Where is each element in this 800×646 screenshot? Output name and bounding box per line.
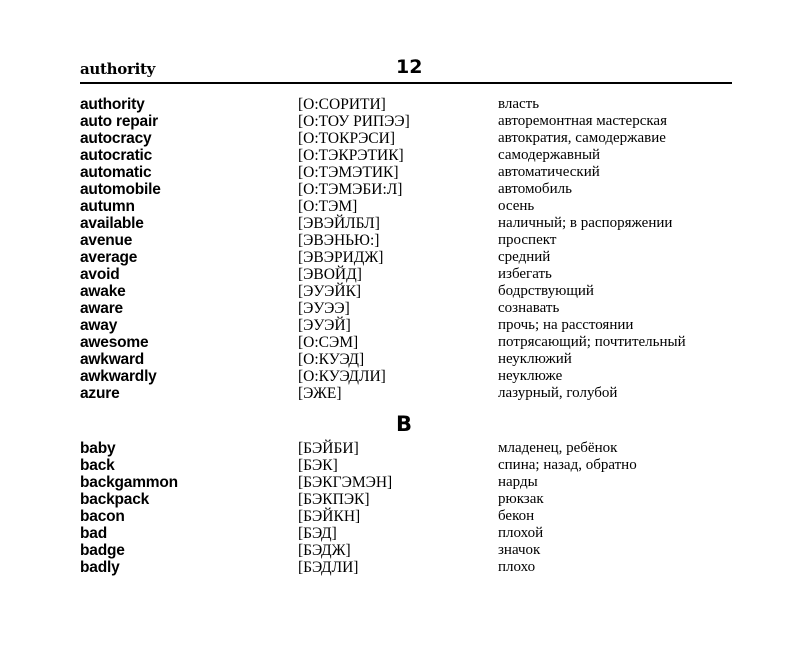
entry-translation: неуклюжий (498, 351, 572, 367)
dictionary-entry (80, 525, 740, 542)
entry-pronunciation: [ЭУЭЙ] (298, 317, 351, 334)
entry-word: azure (80, 385, 120, 402)
entry-pronunciation: [БЭЙКН] (298, 508, 361, 525)
entry-word: bad (80, 525, 107, 542)
entry-pronunciation: [ЭВЭРИДЖ] (298, 249, 384, 266)
entry-word: backgammon (80, 474, 178, 491)
entry-word: awesome (80, 334, 149, 351)
entry-translation: нарды (498, 474, 538, 490)
entry-word: awkward (80, 351, 145, 368)
entry-pronunciation: [O:ТЭКРЭТИК] (298, 147, 404, 164)
entry-translation: самодержавный (498, 147, 601, 163)
dictionary-entry (80, 232, 740, 249)
entry-word: auto repair (80, 113, 158, 130)
dictionary-entry (80, 542, 740, 559)
entry-translation: бодрствующий (498, 283, 594, 299)
entry-word: away (80, 317, 118, 334)
entry-translation: сознавать (498, 300, 560, 316)
page-header (80, 58, 732, 82)
dictionary-entry (80, 334, 740, 351)
letter-heading-b: B (396, 412, 413, 436)
entry-translation: значок (498, 542, 541, 558)
entry-pronunciation: [ЭВОЙД] (298, 266, 362, 283)
entry-word: autocracy (80, 130, 152, 147)
entry-translation: избегать (498, 266, 552, 282)
entry-word: bacon (80, 508, 125, 525)
entry-word: badly (80, 559, 120, 576)
header-guide-word: authority (80, 60, 156, 78)
entry-word: avenue (80, 232, 133, 249)
entry-word: baby (80, 440, 116, 457)
entry-translation: авторемонтная мастерская (498, 113, 667, 129)
entry-pronunciation: [O:СЭМ] (298, 334, 359, 351)
entry-word: authority (80, 96, 145, 113)
entry-translation: младенец, ребёнок (498, 440, 618, 456)
entry-translation: власть (498, 96, 540, 112)
entry-pronunciation: [O:ТОКРЭСИ] (298, 130, 396, 147)
entry-pronunciation: [O:ТЭМЭБИ:Л] (298, 181, 403, 198)
entry-word: avoid (80, 266, 120, 283)
entry-translation: проспект (498, 232, 557, 248)
entry-pronunciation: [ЭВЭНЬЮ:] (298, 232, 380, 249)
entry-pronunciation: [БЭДЖ] (298, 542, 351, 559)
entry-pronunciation: [ЭУЭЙК] (298, 283, 362, 300)
entry-pronunciation: [БЭКГЭМЭН] (298, 474, 393, 491)
entry-word: awake (80, 283, 126, 300)
dictionary-entry (80, 491, 740, 508)
dictionary-entry (80, 266, 740, 283)
dictionary-entry (80, 474, 740, 491)
entries-section-b (80, 440, 740, 576)
dictionary-entry (80, 300, 740, 317)
entry-pronunciation: [БЭКПЭК] (298, 491, 370, 508)
header-rule (80, 82, 732, 84)
entry-word: automatic (80, 164, 152, 181)
entry-pronunciation: [O:ТОУ РИПЭЭ] (298, 113, 410, 130)
entry-pronunciation: [ЭВЭЙЛБЛ] (298, 215, 380, 232)
entry-translation: лазурный, голубой (498, 385, 618, 401)
entry-translation: неуклюже (498, 368, 563, 384)
dictionary-entry (80, 508, 740, 525)
entry-translation: потрясающий; почтительный (498, 334, 686, 350)
dictionary-entry (80, 368, 740, 385)
entry-word: autocratic (80, 147, 153, 164)
entry-pronunciation: [O:КУЭДЛИ] (298, 368, 386, 385)
dictionary-entry (80, 215, 740, 232)
dictionary-entry (80, 283, 740, 300)
entry-translation: бекон (498, 508, 535, 524)
entry-translation: плохой (498, 525, 544, 541)
entry-translation: автократия, самодержавие (498, 130, 666, 146)
entry-word: aware (80, 300, 123, 317)
dictionary-entry (80, 317, 740, 334)
entry-pronunciation: [БЭДЛИ] (298, 559, 359, 576)
entry-pronunciation: [ЭУЭЭ] (298, 300, 350, 317)
dictionary-entry (80, 198, 740, 215)
entry-translation: рюкзак (498, 491, 544, 507)
entry-pronunciation: [O:ТЭМ] (298, 198, 358, 215)
page-number: 12 (396, 56, 423, 78)
dictionary-entry (80, 249, 740, 266)
entries-section-a (80, 96, 740, 402)
dictionary-entry (80, 164, 740, 181)
dictionary-entry (80, 113, 740, 130)
entry-word: awkwardly (80, 368, 157, 385)
entry-pronunciation: [O:ТЭМЭТИК] (298, 164, 399, 181)
entry-translation: автомобиль (498, 181, 572, 197)
dictionary-entry (80, 181, 740, 198)
entry-word: automobile (80, 181, 161, 198)
entry-translation: спина; назад, обратно (498, 457, 637, 473)
entry-word: badge (80, 542, 125, 559)
dictionary-entry (80, 147, 740, 164)
entry-translation: автоматический (498, 164, 600, 180)
entry-pronunciation: [ЭЖЕ] (298, 385, 342, 402)
dictionary-entry (80, 385, 740, 402)
dictionary-entry (80, 351, 740, 368)
entry-pronunciation: [БЭД] (298, 525, 337, 542)
dictionary-entry (80, 130, 740, 147)
entry-word: backpack (80, 491, 150, 508)
entry-word: autumn (80, 198, 135, 215)
entry-translation: средний (498, 249, 551, 265)
dictionary-entry (80, 457, 740, 474)
entry-word: average (80, 249, 138, 266)
entry-pronunciation: [O:СОРИТИ] (298, 96, 386, 113)
entry-pronunciation: [БЭЙБИ] (298, 440, 359, 457)
entry-translation: прочь; на расстоянии (498, 317, 634, 333)
dictionary-entry (80, 96, 740, 113)
entry-word: available (80, 215, 144, 232)
entry-translation: наличный; в распоряжении (498, 215, 673, 231)
entry-word: back (80, 457, 115, 474)
dictionary-entry (80, 440, 740, 457)
entry-translation: осень (498, 198, 535, 214)
entry-translation: плохо (498, 559, 536, 575)
entry-pronunciation: [БЭК] (298, 457, 338, 474)
entry-pronunciation: [O:КУЭД] (298, 351, 365, 368)
dictionary-entry (80, 559, 740, 576)
